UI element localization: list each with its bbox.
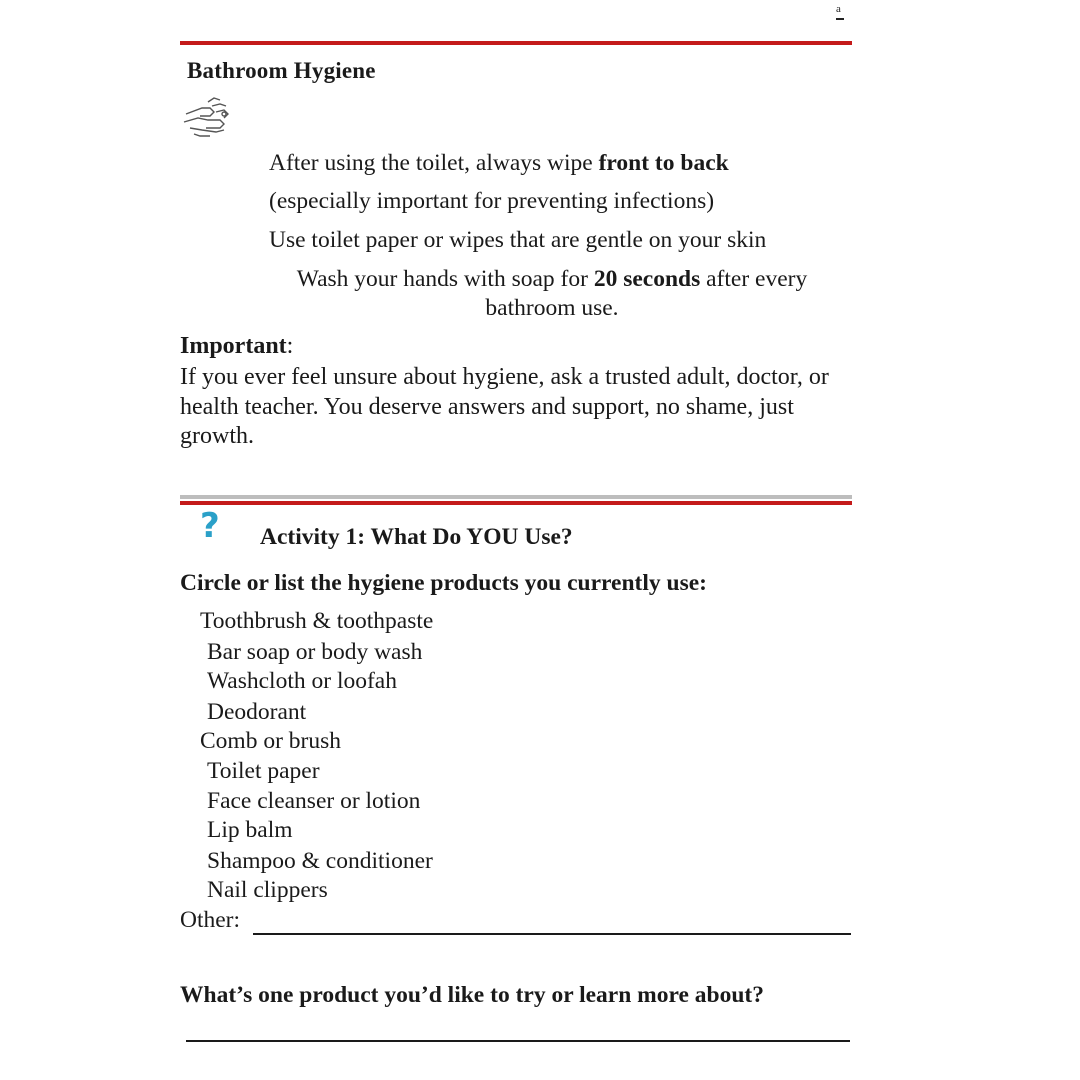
- corner-mark: [836, 4, 850, 26]
- product-item: Deodorant: [207, 699, 307, 725]
- answer-line[interactable]: [186, 1040, 850, 1042]
- handwash-text-bold: 20 seconds: [593, 266, 701, 292]
- corner-mark-text: a: [836, 3, 841, 15]
- handwashing-icon: [180, 94, 232, 140]
- toilet-paper-note: Use toilet paper or wipes that are gentle on your skin: [269, 227, 767, 253]
- product-item: Toilet paper: [207, 758, 320, 784]
- product-item: Lip balm: [207, 817, 293, 843]
- important-text: If you ever feel unsure about hygiene, ask a trusted adult, doctor, or health teacher. You deserve answers and support, no shame, just growth.: [180, 364, 829, 449]
- top-divider: [180, 41, 852, 45]
- section-title-bathroom: Bathroom Hygiene: [187, 58, 376, 83]
- product-item: Toothbrush & toothpaste: [200, 608, 434, 634]
- important-label: Important: [180, 333, 287, 359]
- handwash-text-post: after every bathroom use.: [485, 266, 808, 321]
- handwash-text-pre: Wash your hands with soap for: [296, 266, 594, 292]
- important-colon: :: [286, 333, 294, 359]
- activity-instruction: Circle or list the hygiene products you currently use:: [180, 570, 707, 596]
- product-item: Bar soap or body wash: [207, 639, 423, 665]
- product-item: Nail clippers: [207, 877, 328, 903]
- infection-note: (especially important for preventing infections): [269, 188, 715, 214]
- other-label: Other:: [180, 907, 241, 933]
- activity-title: Activity 1: What Do YOU Use?: [260, 524, 573, 550]
- product-item: Shampoo & conditioner: [207, 848, 433, 874]
- corner-mark-line: [836, 18, 844, 20]
- product-item: Comb or brush: [200, 728, 341, 754]
- wipe-instruction-text: After using the toilet, always wipe: [269, 150, 599, 176]
- important-heading: [180, 333, 293, 360]
- product-item: Washcloth or loofah: [207, 668, 397, 694]
- product-item: Face cleanser or lotion: [207, 788, 421, 814]
- other-answer-line[interactable]: [253, 933, 851, 935]
- wipe-instruction: [269, 150, 729, 177]
- activity-divider-red: [180, 501, 852, 505]
- activity-divider-gray: [180, 495, 852, 499]
- wipe-instruction-bold: front to back: [598, 150, 729, 176]
- question-mark-icon: ?: [200, 506, 220, 546]
- handwash-instruction: [262, 265, 842, 323]
- question-try-product: What’s one product you’d like to try or learn more about?: [180, 982, 765, 1008]
